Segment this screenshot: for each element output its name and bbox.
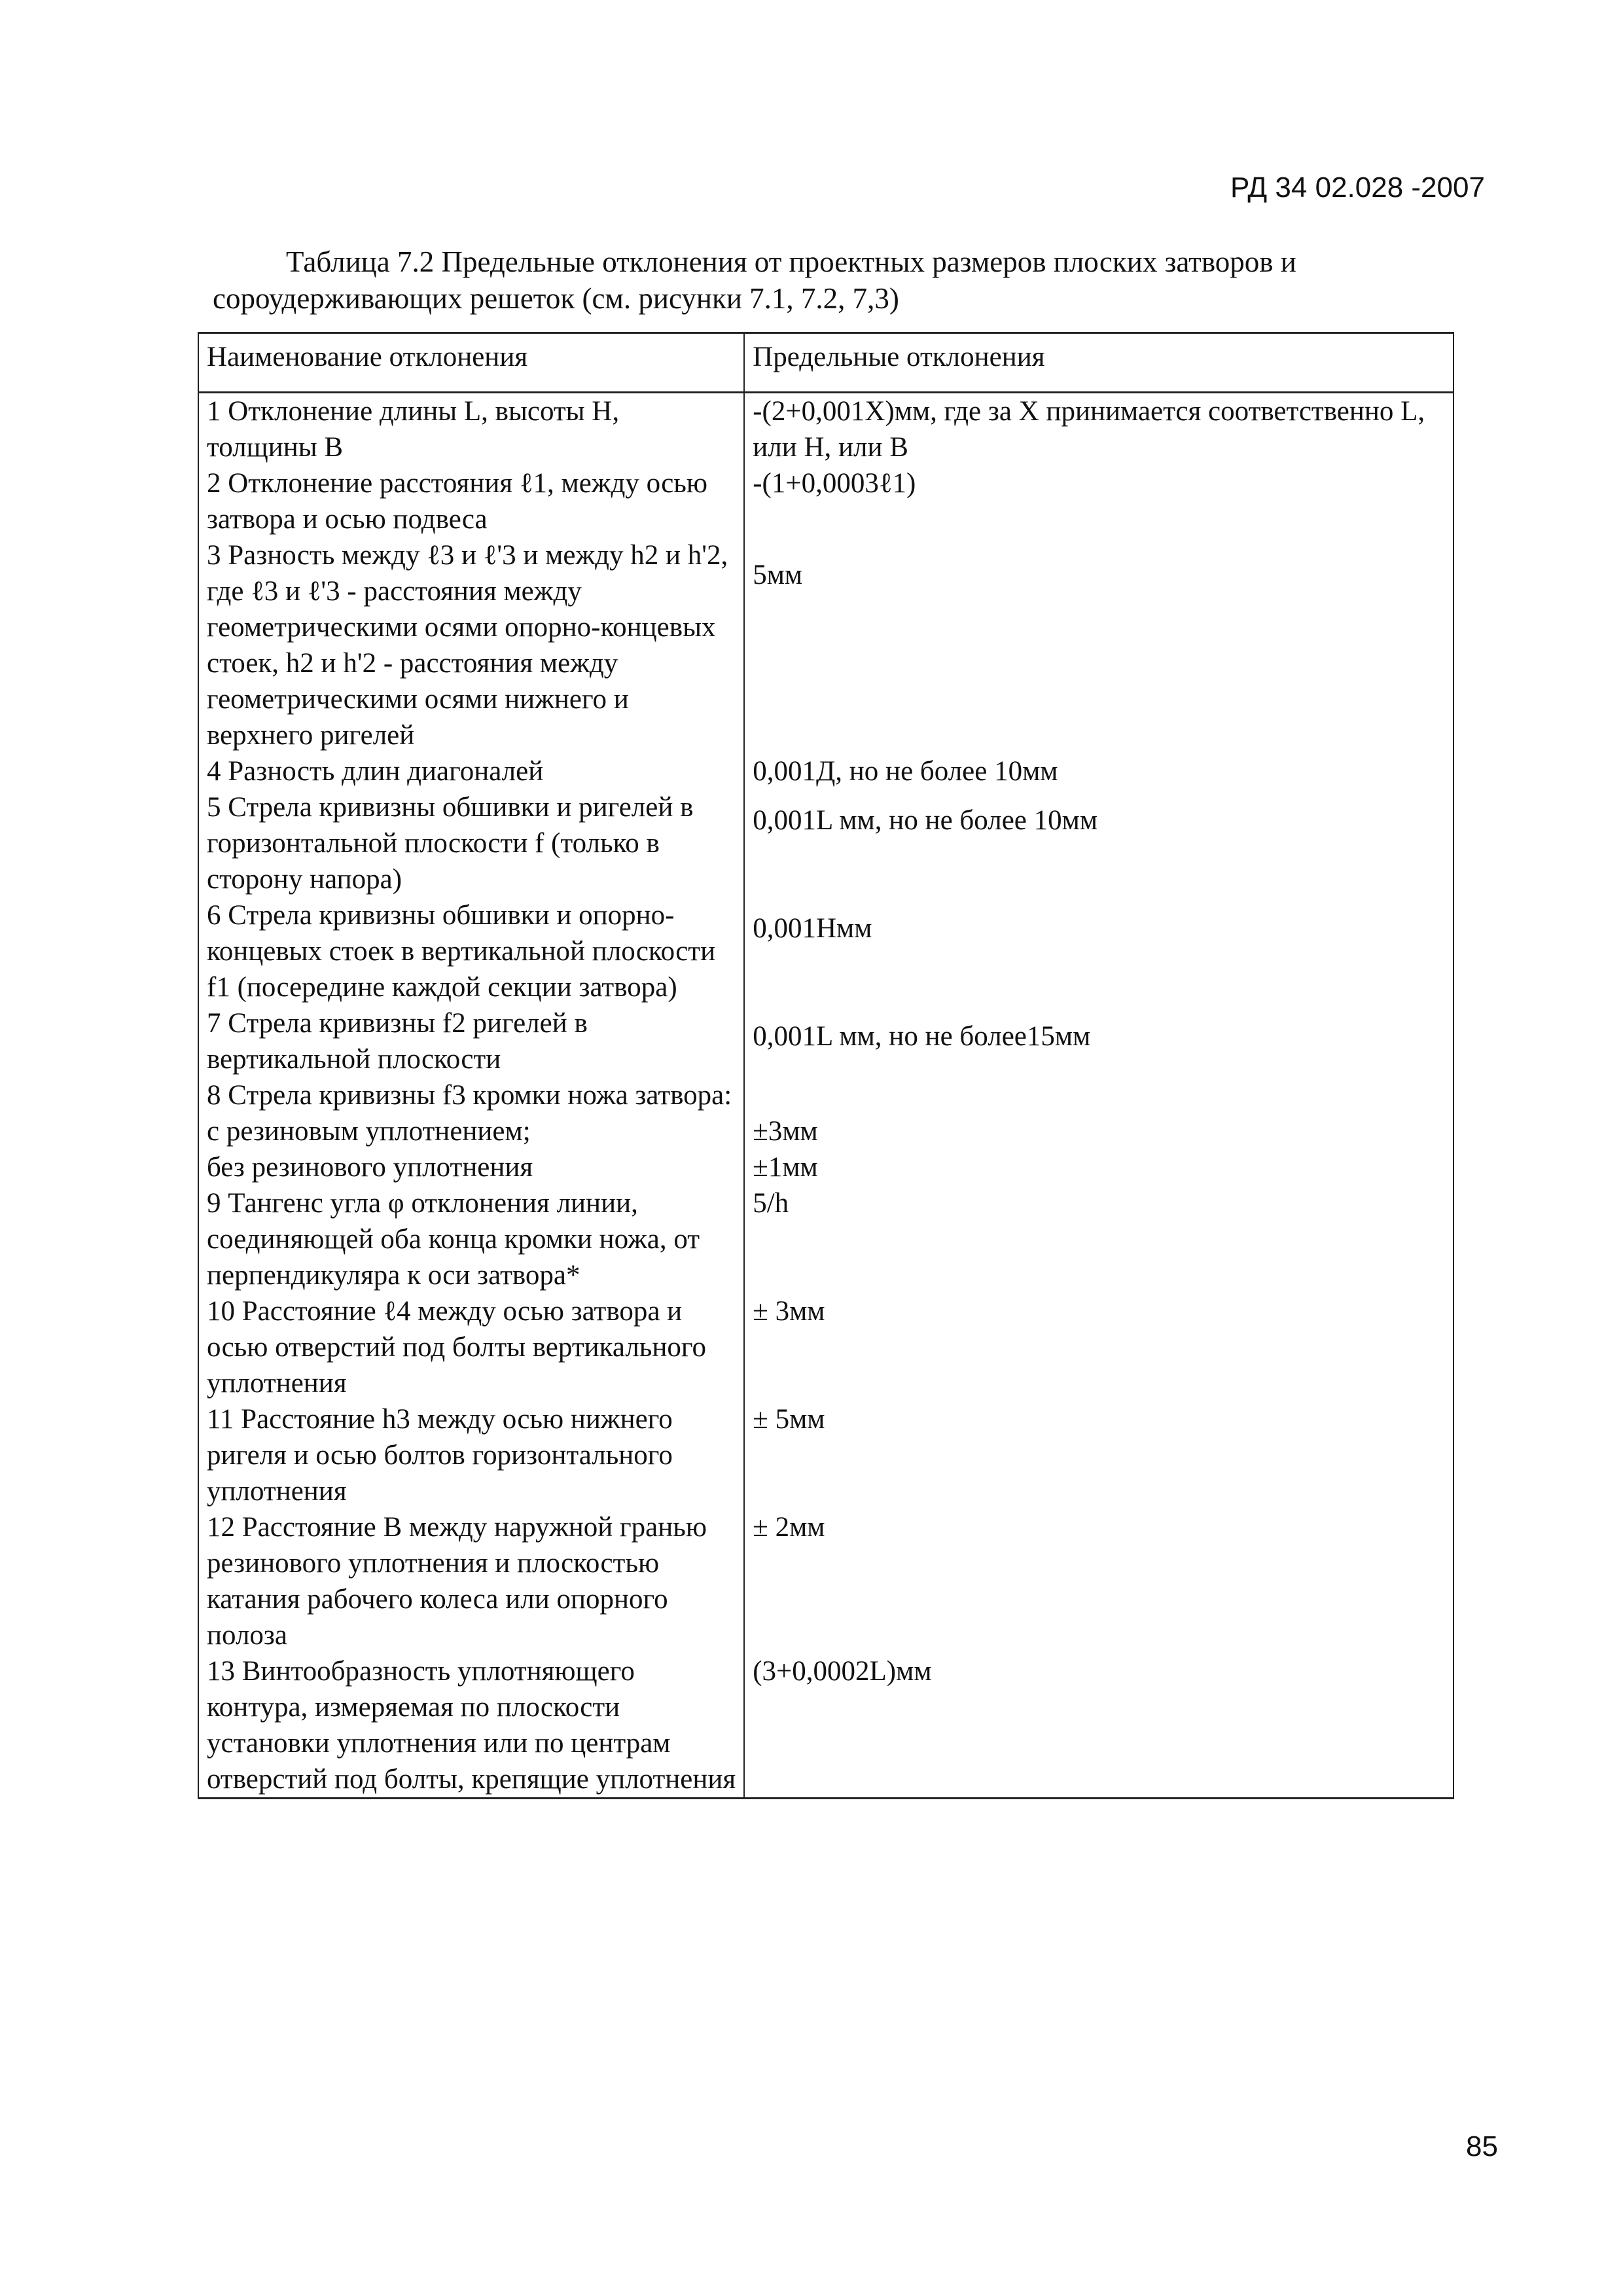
table-row <box>198 1077 1454 1113</box>
row-name: 1 Отклонение длины L, высоты H, толщины B <box>198 393 744 466</box>
row-value: 0,001Д, но не более 10мм <box>744 753 1454 789</box>
table-caption-line-2: сороудерживающих решеток (см. рисунки 7.1, 7.2, 7,3) <box>213 282 899 315</box>
page-number: 85 <box>1466 2130 1498 2162</box>
deviations-table <box>198 332 1454 1799</box>
table-row <box>198 753 1454 789</box>
row-name: 7 Стрела кривизны f2 ригелей в вертикальной плоскости <box>198 1005 744 1077</box>
row-value: -(2+0,001X)мм, где за X принимается соответственно L, или H, или B <box>744 393 1454 466</box>
table-row <box>198 537 1454 753</box>
table-caption <box>213 243 1489 317</box>
table-row <box>198 1653 1454 1799</box>
row-value: ±3мм <box>744 1113 1454 1149</box>
row-value: 0,001L мм, но не более15мм <box>744 1005 1454 1077</box>
row-value: ± 2мм <box>744 1509 1454 1653</box>
row-value: 5мм <box>744 537 1454 753</box>
row-value: (3+0,0002L)мм <box>744 1653 1454 1799</box>
row-name: 6 Стрела кривизны обшивки и опорно-концевых стоек в вертикальной плоскости f1 (посередине каждой секции затвора) <box>198 897 744 1005</box>
row-name: 10 Расстояние ℓ4 между осью затвора и осью отверстий под болты вертикального уплотнения <box>198 1293 744 1401</box>
row-value <box>744 1077 1454 1113</box>
table-header-row <box>198 333 1454 393</box>
table-row <box>198 1113 1454 1149</box>
table-caption-line-1: Таблица 7.2 Предельные отклонения от проектных размеров плоских затворов и <box>286 245 1296 278</box>
row-value: 0,001L мм, но не более 10мм <box>744 789 1454 897</box>
row-name: 2 Отклонение расстояния ℓ1, между осью затвора и осью подвеса <box>198 465 744 537</box>
document-code: РД 34 02.028 -2007 <box>1230 171 1485 204</box>
table-row <box>198 1185 1454 1293</box>
table-row <box>198 465 1454 537</box>
table-row <box>198 1401 1454 1509</box>
column-header-value: Предельные отклонения <box>744 333 1454 393</box>
table-row <box>198 1149 1454 1185</box>
row-value: ±1мм <box>744 1149 1454 1185</box>
row-name: 11 Расстояние h3 между осью нижнего ригеля и осью болтов горизонтального уплотнения <box>198 1401 744 1509</box>
row-value: -(1+0,0003ℓ1) <box>744 465 1454 537</box>
row-value: 0,001Hмм <box>744 897 1454 1005</box>
row-name: с резиновым уплотнением; <box>198 1113 744 1149</box>
table-row <box>198 1005 1454 1077</box>
table-row <box>198 789 1454 897</box>
row-name: 12 Расстояние B между наружной гранью резинового уплотнения и плоскостью катания рабочего колеса или опорного полоза <box>198 1509 744 1653</box>
row-name: 4 Разность длин диагоналей <box>198 753 744 789</box>
row-value: ± 5мм <box>744 1401 1454 1509</box>
table-row <box>198 1293 1454 1401</box>
row-name: 5 Стрела кривизны обшивки и ригелей в горизонтальной плоскости f (только в сторону напора) <box>198 789 744 897</box>
table-row <box>198 897 1454 1005</box>
table-row <box>198 393 1454 466</box>
row-name: 9 Тангенс угла φ отклонения линии, соединяющей оба конца кромки ножа, от перпендикуляра к оси затвора* <box>198 1185 744 1293</box>
table-row <box>198 1509 1454 1653</box>
row-value: 5/h <box>744 1185 1454 1293</box>
column-header-name: Наименование отклонения <box>198 333 744 393</box>
row-name: без резинового уплотнения <box>198 1149 744 1185</box>
row-name: 3 Разность между ℓ3 и ℓ'3 и между h2 и h'2, где ℓ3 и ℓ'3 - расстояния между геометрическими осями опорно-концевых стоек, h2 и h'2 - расстояния между геометрическими осями нижнего и верхнего ригелей <box>198 537 744 753</box>
row-name: 13 Винтообразность уплотняющего контура, измеряемая по плоскости установки уплотнения или по центрам отверстий под болты, крепящие уплотнения <box>198 1653 744 1799</box>
row-name: 8 Стрела кривизны f3 кромки ножа затвора: <box>198 1077 744 1113</box>
row-value: ± 3мм <box>744 1293 1454 1401</box>
